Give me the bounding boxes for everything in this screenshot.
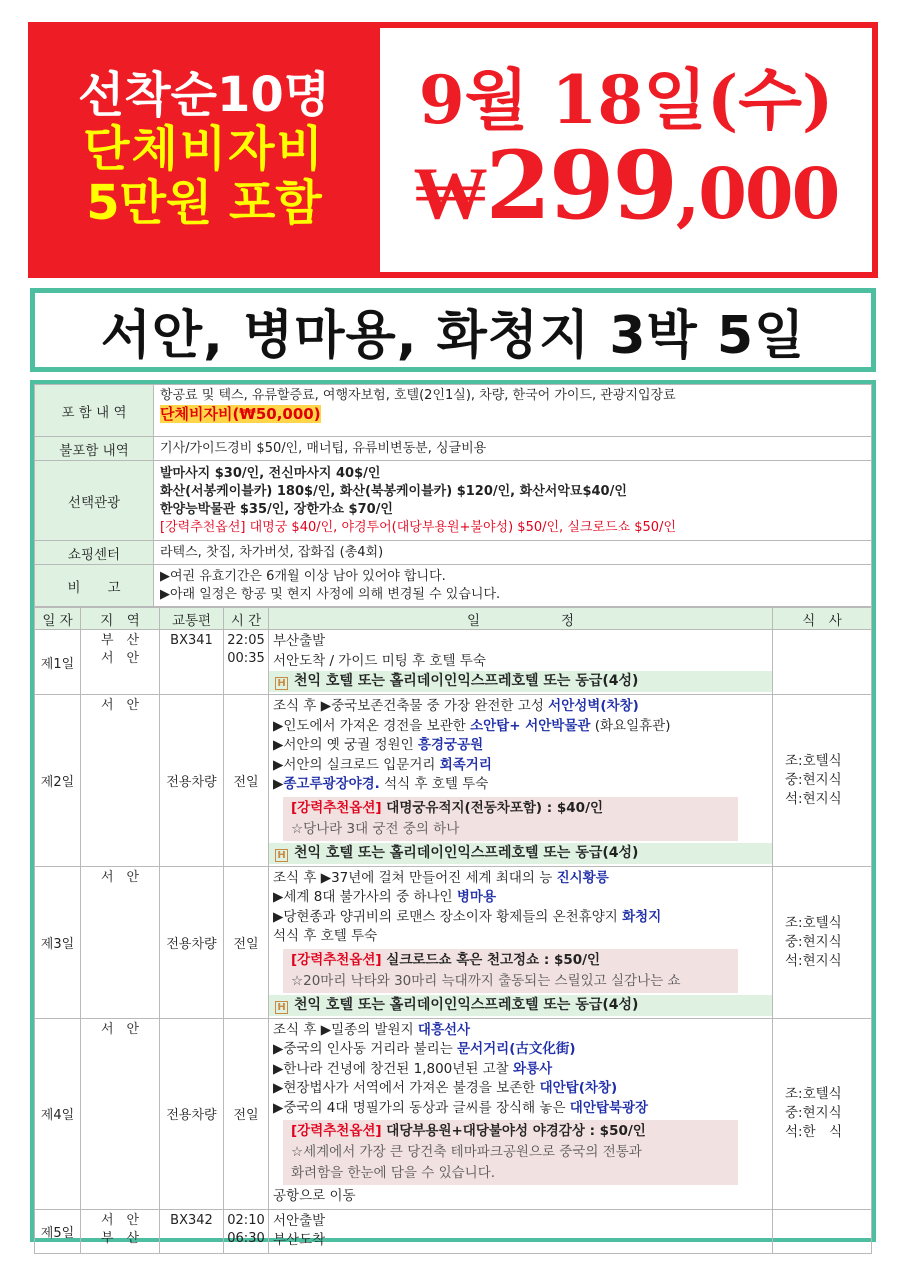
meal-lunch: 중:현지식 [785, 933, 842, 950]
meal-dinner: 석:한 식 [785, 1124, 843, 1140]
included-label: 포 함 내 역 [35, 385, 154, 437]
tour-price [413, 130, 839, 241]
tour-info-table [34, 384, 872, 607]
meal-breakfast: 조:호텔식 [785, 752, 842, 769]
tour-detail-frame [30, 380, 876, 1248]
header-day: 일 자 [35, 608, 81, 630]
day-label: 제1일 [35, 630, 81, 695]
hotel-line: H 천익 호텔 또는 홀리데이인익스프레호텔 또는 동급(4성) [269, 843, 772, 864]
meal-breakfast: 조:호텔식 [785, 914, 842, 931]
remarks-row [35, 565, 872, 607]
optional-tour-row [35, 461, 872, 541]
plan-line: ▶중국의 인사동 거리라 불리는 문서거리(古文化街) [273, 1041, 576, 1057]
plan-line: ▶당현종과 양귀비의 로맨스 장소이자 황제들의 온천휴양지 화청지 [273, 908, 662, 925]
time: 전일 [224, 866, 269, 1018]
header-time: 시 간 [224, 608, 269, 630]
hotel-line: H 천익 호텔 또는 홀리데이인익스프레호텔 또는 동급(4성) [269, 995, 772, 1016]
optional-tour-label: 선택관광 [35, 461, 154, 541]
region-to: 부 산 [100, 1230, 140, 1246]
itinerary-table [34, 607, 872, 1254]
plan-line: ▶서안의 실크로드 입문거리 회족거리 [273, 756, 492, 773]
shopping-text: 라텍스, 찻집, 차가버섯, 잡화집 (총4회) [154, 541, 872, 565]
included-visa-highlight: 단체비자비(₩50,000) [160, 405, 321, 423]
included-text: 항공료 및 텍스, 유류할증료, 여행자보험, 호텔(2인1실), 차량, 한국어 가이드, 관광지입장료 [160, 388, 676, 403]
hotel-icon: H [275, 849, 288, 862]
meal-lunch: 중:현지식 [785, 1105, 842, 1121]
promo-included: 5만원 포함 [86, 174, 322, 231]
header-meal: 식 사 [773, 608, 872, 630]
region: 서 안 [81, 1018, 160, 1209]
tour-title-bar [30, 288, 876, 372]
itinerary-header-row [35, 608, 872, 630]
excluded-text: 기사/가이드경비 $50/인, 매너팁, 유류비변동분, 싱글비용 [154, 437, 872, 461]
promo-first-come: 선착순10명 [77, 67, 331, 124]
time: 전일 [224, 1018, 269, 1209]
plan-line: ▶세계 8대 불가사의 중 하나인 병마용 [273, 889, 497, 905]
optional-line-4: [강력추천옵션] 대명궁 $40/인, 야경투어(대당부용원+불야성) $50/인, 실크로드쇼 $50/인 [160, 519, 676, 535]
flight-number: BX341 [160, 630, 224, 695]
promo-banner [28, 22, 878, 278]
remarks-line-2: ▶아래 일정은 항공 및 현지 사정에 의해 변경될 수 있습니다. [160, 586, 501, 602]
plan-line: 조식 후 ▶밀종의 발원지 대흥선사 [273, 1021, 471, 1038]
recommended-option: [강력추천옵션] 대명궁유적지(전동차포함) : $40/인 ☆당나라 3대 궁전 중의 하나 [283, 797, 738, 841]
departure-date: 9월 18일(수) [418, 61, 834, 140]
promo-left-panel [28, 22, 380, 278]
day-label: 제3일 [35, 866, 81, 1018]
recommended-option: [강력추천옵션] 대당부용원+대당불야성 야경감상 : $50/인 ☆세계에서 가장 큰 당건축 테마파크공원으로 중국의 전통과 화려함을 한눈에 담을 수 있습니다. [283, 1120, 738, 1185]
flight-number: BX342 [160, 1209, 224, 1253]
plan-line: 서안도착 / 가이드 미팅 후 호텔 투숙 [273, 652, 486, 669]
shopping-row [35, 541, 872, 565]
plan-line: ▶종고루광장야경. 석식 후 호텔 투숙 [273, 776, 489, 792]
day-label: 제5일 [35, 1209, 81, 1253]
day-label: 제2일 [35, 695, 81, 867]
arrive-time: 00:35 [227, 651, 265, 666]
header-region: 지 역 [81, 608, 160, 630]
remarks-label: 비 고 [35, 565, 154, 607]
plan-line: ▶서안의 옛 궁궐 정원인 흥경궁공원 [273, 737, 484, 753]
won-symbol: ₩ [413, 149, 486, 236]
optional-line-3: 한양능박물관 $35/인, 장한가쇼 $70/인 [160, 501, 393, 517]
hotel-icon: H [275, 1001, 288, 1014]
tour-title: 서안, 병마용, 화청지 3박 5일 [100, 305, 806, 366]
depart-time: 22:05 [227, 633, 265, 648]
itinerary-day-2 [35, 695, 872, 867]
plan-line: 공항으로 이동 [273, 1188, 356, 1204]
transport: 전용차량 [160, 1018, 224, 1209]
transport: 전용차량 [160, 695, 224, 867]
plan-line: 조식 후 ▶37년에 걸쳐 만들어진 세계 최대의 능 진시황릉 [273, 869, 609, 886]
hotel-icon: H [275, 677, 288, 690]
meal-lunch: 중:현지식 [785, 771, 842, 788]
optional-line-1: 발마사지 $30/인, 전신마사지 40$/인 [160, 465, 381, 481]
hotel-line: H 천익 호텔 또는 홀리데이인익스프레호텔 또는 동급(4성) [269, 671, 772, 692]
plan-line: 서안출발 [273, 1212, 326, 1229]
remarks-line-1: ▶여권 유효기간은 6개월 이상 남아 있어야 합니다. [160, 568, 446, 584]
price-rest: ,000 [675, 151, 839, 235]
header-transport: 교통편 [160, 608, 224, 630]
meal-breakfast: 조:호텔식 [785, 1086, 842, 1102]
included-row [35, 385, 872, 437]
itinerary-day-3 [35, 866, 872, 1018]
arrive-time: 06:30 [227, 1230, 265, 1246]
region: 서 안 [81, 695, 160, 867]
meal-dinner: 석:현지식 [785, 790, 842, 807]
region: 서 안 [81, 866, 160, 1018]
plan-line: 부산출발 [273, 633, 326, 649]
region-from: 서 안 [100, 1212, 140, 1228]
recommended-option: [강력추천옵션] 실크로드쇼 혹은 천고정쇼 : $50/인 ☆20마리 낙타와 30마리 늑대까지 출동되는 스릴있고 실감나는 쇼 [283, 949, 738, 993]
itinerary-day-1 [35, 630, 872, 695]
plan-line: 조식 후 ▶중국보존건축물 중 가장 완전한 고성 서안성벽(차창) [273, 698, 639, 714]
plan-line: 석식 후 호텔 투숙 [273, 928, 378, 944]
promo-price-panel [380, 28, 872, 272]
region-from: 부 산 [100, 633, 140, 648]
excluded-label: 불포함 내역 [35, 437, 154, 461]
optional-line-2: 화산(서봉케이블카) 180$/인, 화산(북봉케이블카) $120/인, 화산서악묘$40/인 [160, 483, 627, 499]
plan-line: ▶한나라 건녕에 창건된 1,800년된 고찰 와룡사 [273, 1060, 553, 1077]
meal-dinner: 석:현지식 [785, 952, 842, 969]
day-label: 제4일 [35, 1018, 81, 1209]
transport: 전용차량 [160, 866, 224, 1018]
plan-line: ▶현장법사가 서역에서 가져온 불경을 보존한 대안탑(차창) [273, 1080, 618, 1096]
region-to: 서 안 [100, 651, 140, 666]
plan-line: ▶인도에서 가져온 경전을 보관한 소안탑+ 서안박물관 (화요일휴관) [273, 717, 671, 734]
header-plan: 일 정 [269, 608, 773, 630]
shopping-label: 쇼핑센터 [35, 541, 154, 565]
price-main: 299 [485, 130, 676, 241]
itinerary-day-5 [35, 1209, 872, 1253]
excluded-row [35, 437, 872, 461]
itinerary-day-4 [35, 1018, 872, 1209]
promo-visa-fee: 단체비자비 [83, 121, 325, 178]
plan-line: ▶중국의 4대 명필가의 동상과 글씨를 장식해 놓은 대안탑북광장 [273, 1099, 649, 1116]
depart-time: 02:10 [227, 1212, 265, 1228]
time: 전일 [224, 695, 269, 867]
plan-line: 부산도착 [273, 1232, 326, 1248]
